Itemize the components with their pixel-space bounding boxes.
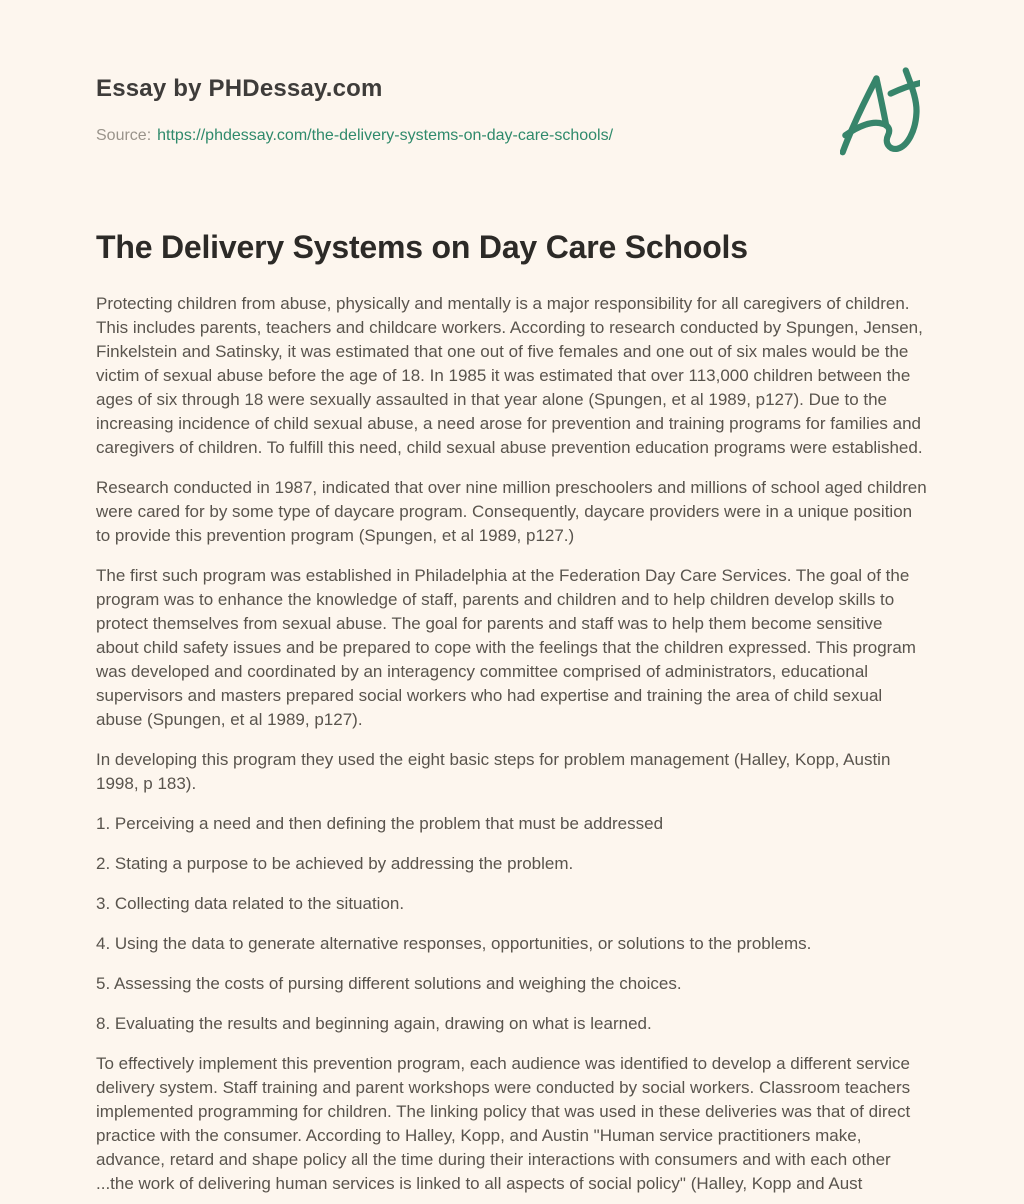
paragraph: 4. Using the data to generate alternative responses, opportunities, or solutions to the problems. xyxy=(96,934,812,953)
article-body xyxy=(96,292,928,1196)
phdessay-logo-icon xyxy=(840,64,920,164)
paragraph: To effectively implement this prevention program, each audience was identified to develop a different service delivery system. Staff training and parent workshops were conducted by social workers. Classroom teachers implemented programming for children. The linking policy that was used in these deliveries was that of direct practice with the consumer. According to Halley, Kopp, and Austin "Human service practitioners make, advance, retard and shape policy all the time during their interactions with consumers and with each other ...the work of delivering human services is linked to all aspects of social policy" (Halley, Kopp and Aust xyxy=(96,1054,911,1193)
paragraph: Research conducted in 1987, indicated that over nine million preschoolers and millions of school aged children were cared for by some type of daycare program. Consequently, daycare providers were in a unique position to provide this prevention program (Spungen, et al 1989, p127.) xyxy=(96,478,927,545)
paragraph: 8. Evaluating the results and beginning again, drawing on what is learned. xyxy=(96,1014,652,1033)
paragraph: 2. Stating a purpose to be achieved by addressing the problem. xyxy=(96,854,574,873)
source-link[interactable]: https://phdessay.com/the-delivery-systems-on-day-care-schools/ xyxy=(157,127,614,144)
site-title: Essay by PHDessay.com xyxy=(96,75,383,102)
source-label: Source: xyxy=(96,127,152,144)
paragraph: 1. Perceiving a need and then defining the problem that must be addressed xyxy=(96,814,664,833)
paragraph: Protecting children from abuse, physically and mentally is a major responsibility for all caregivers of children. This includes parents, teachers and childcare workers. According to research conducted by Spungen, Jensen, Finkelstein and Satinsky, it was estimated that one out of five females and one out of six males would be the victim of sexual abuse before the age of 18. In 1985 it was estimated that over 113,000 children between the ages of six through 18 were sexually assaulted in that year alone (Spungen, et al 1989, p127). Due to the increasing incidence of child sexual abuse, a need arose for prevention and training programs for families and caregivers of children. To fulfill this need, child sexual abuse prevention education programs were established. xyxy=(96,294,923,457)
paragraph: 5. Assessing the costs of pursing different solutions and weighing the choices. xyxy=(96,974,682,993)
paragraph: The first such program was established in Philadelphia at the Federation Day Care Services. The goal of the program was to enhance the knowledge of staff, parents and children and to help children develop skills to protect themselves from sexual abuse. The goal for parents and staff was to help them become sensitive about child safety issues and be prepared to cope with the feelings that the children expressed. This program was developed and coordinated by an interagency committee comprised of administrators, educational supervisors and masters prepared social workers who had expertise and training the area of child sexual abuse (Spungen, et al 1989, p127). xyxy=(96,566,916,729)
source-row xyxy=(96,127,928,145)
paragraph: 3. Collecting data related to the situation. xyxy=(96,894,405,913)
page-title: The Delivery Systems on Day Care Schools xyxy=(96,229,748,265)
paragraph: In developing this program they used the eight basic steps for problem management (Halley, Kopp, Austin 1998, p 183). xyxy=(96,750,891,793)
